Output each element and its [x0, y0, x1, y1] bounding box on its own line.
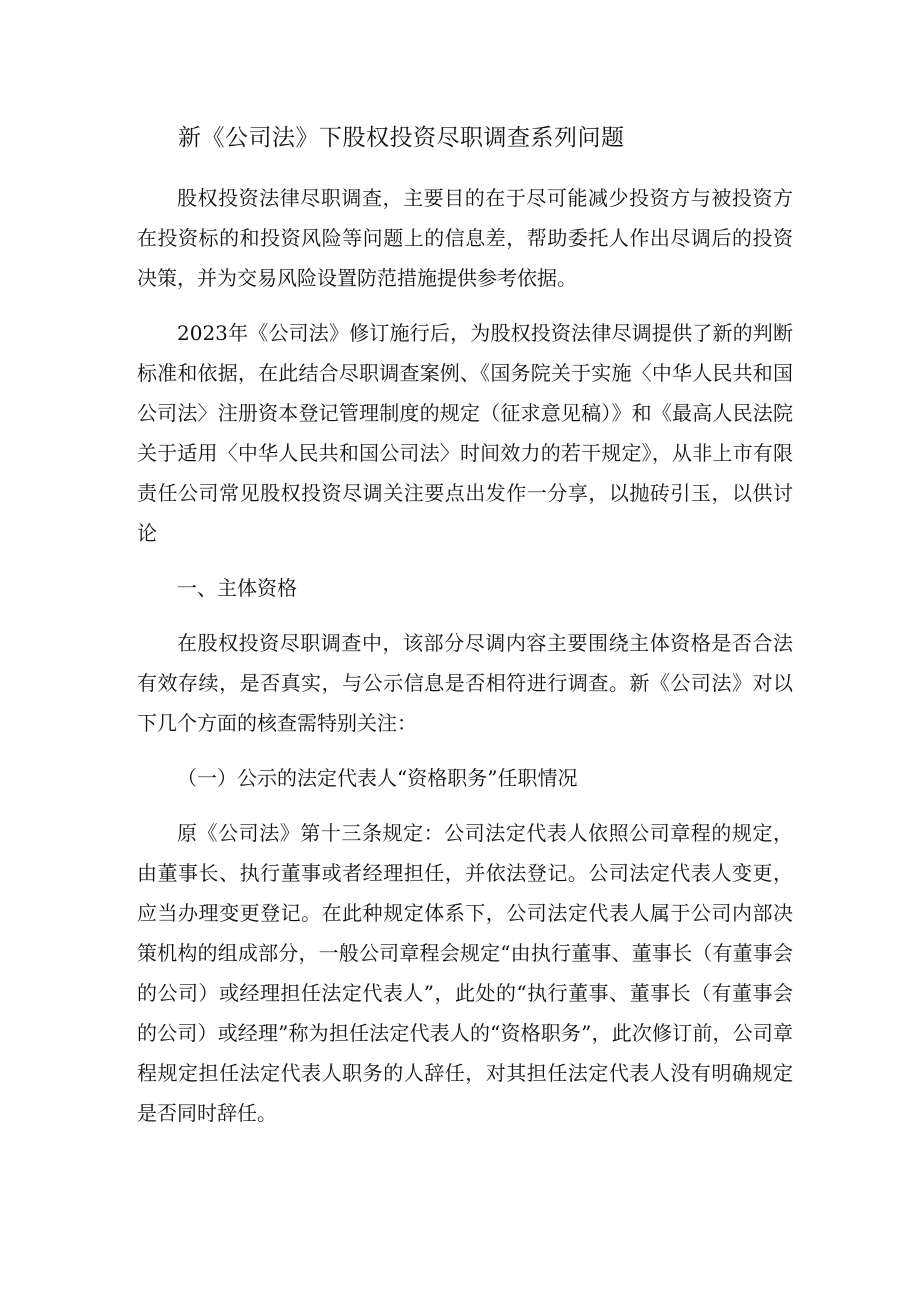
paragraph-legal-representative: 原《公司法》第十三条规定：公司法定代表人依照公司章程的规定，由董事长、执行董事或者经理担任，并依法登记。公司法定代表人变更，应当办理变更登记。在此种规定体系下，公司法定代表人属于公司内部决策机构的组成部分，一般公司章程会规定“由执行董事、董事长（有董事会的公司）或经理担任法定代表人”，此处的“执行董事、董事长（有董事会的公司）或经理”称为担任法定代表人的“资格职务”，此次修订前，公司章程规定担任法定代表人职务的人辞任，对其担任法定代表人没有明确规定是否同时辞任。: [137, 821, 793, 1125]
document-title: 新《公司法》下股权投资尽职调查系列问题: [178, 125, 625, 151]
section-heading-subject-qualification: 一、主体资格: [177, 576, 297, 600]
document-body: [137, 178, 793, 1148]
paragraph-purpose: 股权投资法律尽职调查，主要目的在于尽可能减少投资方与被投资方在投资标的和投资风险等问题上的信息差，帮助委托人作出尽调后的投资决策，并为交易风险设置防范措施提供参考依据。: [137, 186, 793, 290]
subsection-heading-legal-representative: （一）公示的法定代表人“资格职务”任职情况: [177, 766, 578, 790]
paragraph-background: 2023年《公司法》修订施行后，为股权投资法律尽调提供了新的判断标准和依据，在此结合尽职调查案例、《国务院关于实施〈中华人民共和国公司法〉注册资本登记管理制度的规定（征求意见稿）》和《最高人民法院关于适用〈中华人民共和国公司法〉时间效力的若干规定》，从非上市有限责任公司常见股权投资尽调关注要点出发作一分享，以抛砖引玉，以供讨论: [137, 321, 793, 545]
paragraph-subject-qualification: 在股权投资尽职调查中，该部分尽调内容主要围绕主体资格是否合法有效存续，是否真实，与公示信息是否相符进行调查。新《公司法》对以下几个方面的核查需特别关注：: [137, 631, 793, 735]
